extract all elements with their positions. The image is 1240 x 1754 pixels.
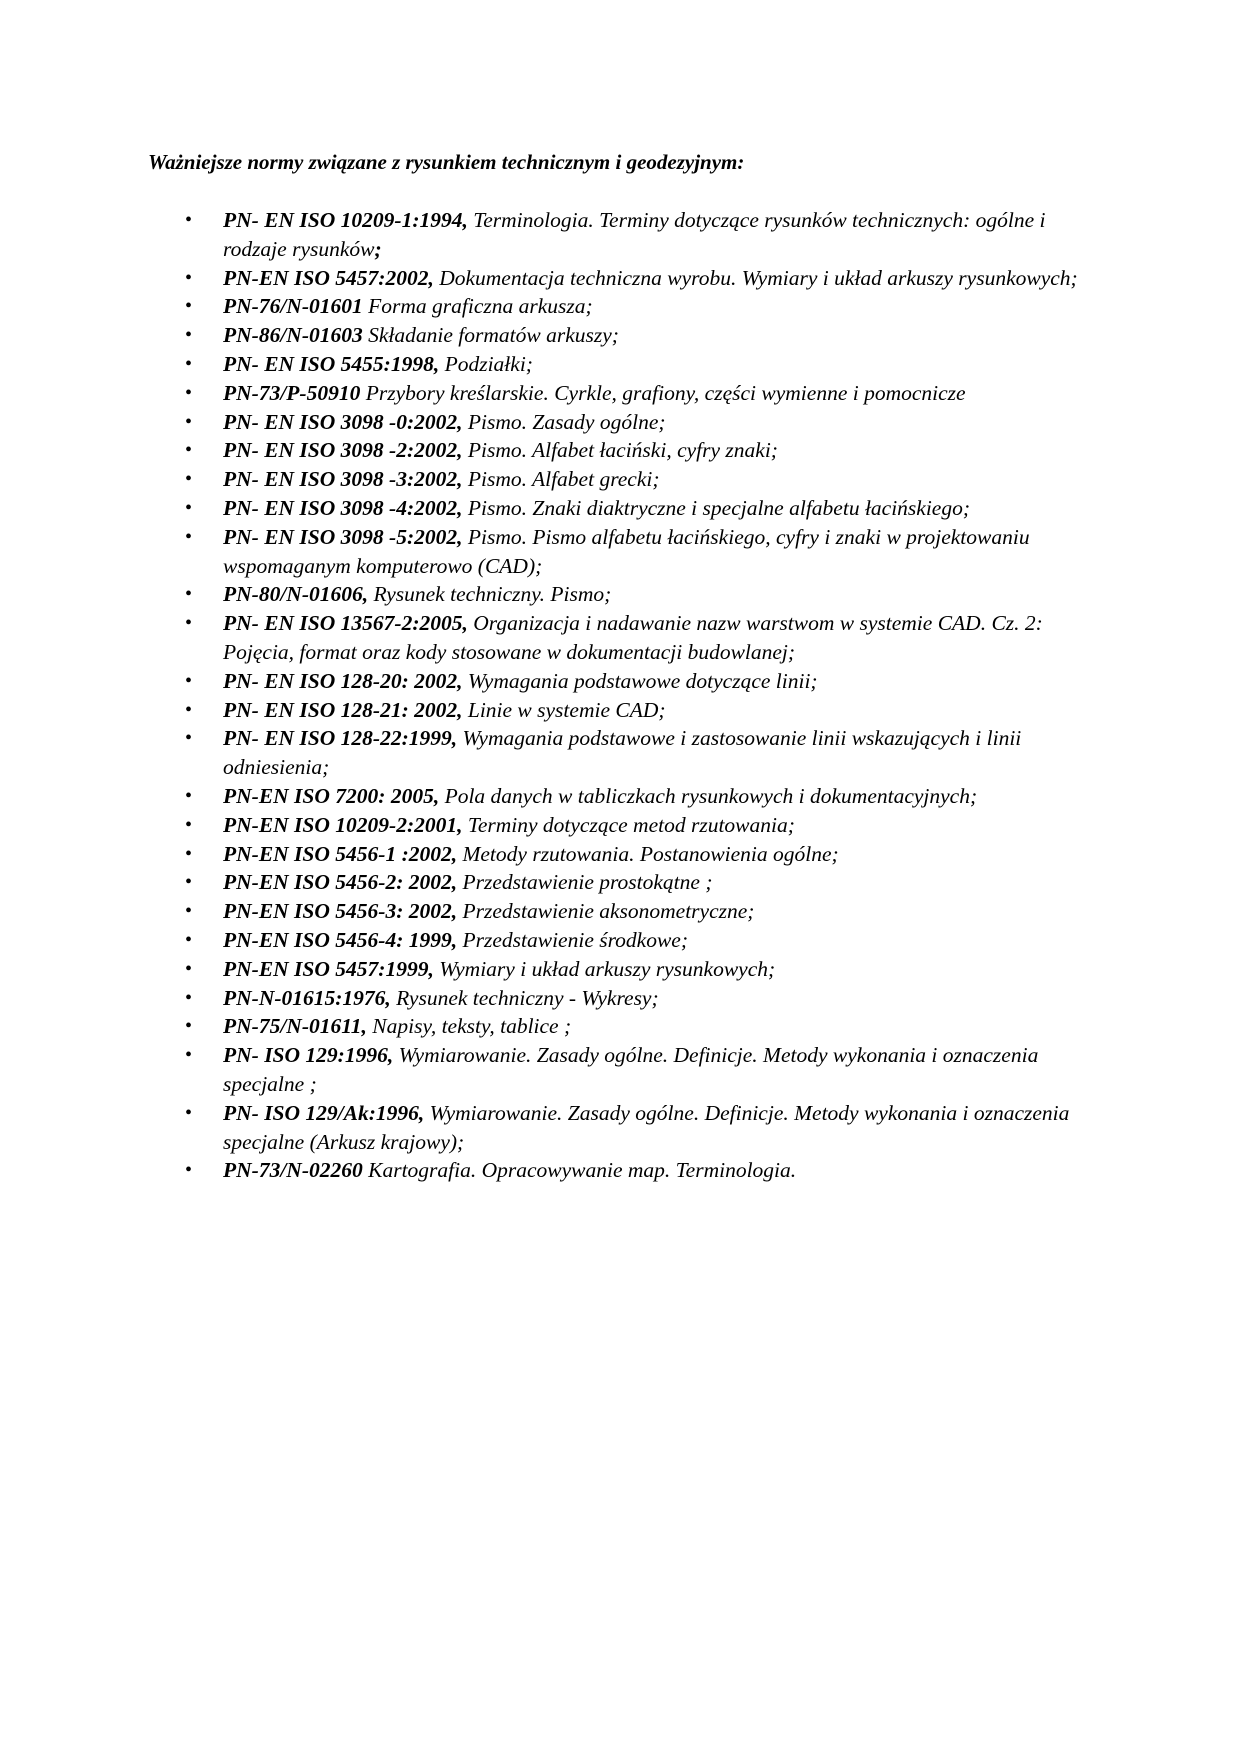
bullet-icon: •	[185, 957, 193, 980]
bullet-icon: •	[185, 871, 193, 894]
standard-description: Pismo. Znaki diaktryczne i specjalne alfabetu łacińskiego;	[462, 495, 971, 520]
list-item	[185, 868, 1103, 897]
list-item	[185, 955, 1103, 984]
bullet-icon: •	[185, 612, 193, 635]
standard-description: Terminy dotyczące metod rzutowania;	[462, 812, 795, 837]
list-item	[185, 494, 1103, 523]
bullet-icon: •	[185, 525, 193, 548]
standard-description: Przedstawienie aksonometryczne;	[457, 899, 755, 924]
page-heading: Ważniejsze normy związane z rysunkiem technicznym i geodezyjnym:	[148, 150, 745, 174]
standard-code: PN- EN ISO 3098 -2:2002,	[223, 438, 463, 463]
standard-code: PN- EN ISO 128-22:1999,	[223, 726, 458, 751]
standard-description: Rysunek techniczny. Pismo;	[368, 582, 612, 607]
standard-description: Napisy, teksty, tablice ;	[366, 1014, 572, 1039]
list-item	[185, 436, 1103, 465]
standard-code: PN- EN ISO 3098 -5:2002,	[223, 524, 463, 549]
standard-code: PN-73/P-50910	[223, 380, 361, 405]
standard-code: PN- EN ISO 5455:1998,	[223, 351, 440, 376]
list-item	[185, 840, 1103, 869]
bullet-icon: •	[185, 324, 193, 347]
list-item	[185, 580, 1103, 609]
standard-description: Składanie formatów arkuszy;	[362, 323, 619, 348]
standard-description: Przedstawienie środkowe;	[457, 927, 689, 952]
standard-description: Pola danych w tabliczkach rysunkowych i dokumentacyjnych;	[439, 783, 978, 808]
standard-description: Metody rzutowania. Postanowienia ogólne;	[457, 841, 839, 866]
list-item	[185, 1156, 1103, 1185]
bullet-icon: •	[185, 727, 193, 750]
standard-description: Wymiarowanie. Zasady ogólne. Definicje. Metody wykonania i oznaczenia specjalne (Arkusz krajowy);	[223, 1100, 1070, 1154]
standard-description: Pismo. Zasady ogólne;	[462, 409, 666, 434]
bullet-icon: •	[185, 209, 193, 231]
list-item	[185, 782, 1103, 811]
list-item	[185, 465, 1103, 494]
standard-description: Rysunek techniczny - Wykresy;	[390, 985, 659, 1010]
bullet-icon: •	[185, 468, 193, 491]
list-item	[185, 321, 1103, 350]
list-item	[185, 408, 1103, 437]
list-item	[185, 1012, 1103, 1041]
bullet-icon: •	[185, 1015, 193, 1038]
bullet-icon: •	[185, 352, 193, 375]
bullet-icon: •	[185, 410, 193, 433]
list-item	[185, 667, 1103, 696]
standard-code: PN-EN ISO 7200: 2005,	[223, 783, 440, 808]
standard-code: PN-EN ISO 5456-1 :2002,	[223, 841, 458, 866]
standard-description: Organizacja i nadawanie nazw warstwom w systemie CAD. Cz. 2: Pojęcia, format oraz kody stosowane w dokumentacji budowlanej;	[223, 611, 1043, 664]
standard-description: Forma graficzna arkusza;	[362, 294, 593, 319]
standard-description: Pismo. Pismo alfabetu łacińskiego, cyfry i znaki w projektowaniu wspomaganym komputerowo (CAD);	[223, 524, 1030, 578]
bullet-icon: •	[185, 986, 193, 1009]
standard-code: PN- EN ISO 13567-2:2005,	[223, 611, 468, 636]
bullet-icon: •	[185, 1044, 193, 1067]
bullet-icon: •	[185, 1159, 193, 1182]
list-item	[185, 724, 1103, 782]
standard-description: Przybory kreślarskie. Cyrkle, grafiony, części wymienne i pomocnicze	[360, 380, 966, 405]
standard-code: PN-76/N-01601	[223, 294, 363, 319]
bullet-icon: •	[185, 669, 193, 692]
standard-code: PN-73/N-02260	[223, 1158, 363, 1183]
standard-code: PN-EN ISO 5456-3: 2002,	[223, 899, 458, 924]
standard-description: Pismo. Alfabet grecki;	[462, 467, 660, 492]
standard-description: Przedstawienie prostokątne ;	[457, 870, 713, 895]
bullet-icon: •	[185, 698, 193, 721]
standard-description: Kartografia. Opracowywanie map. Terminologia.	[362, 1158, 797, 1183]
bullet-icon: •	[185, 439, 193, 462]
bullet-icon: •	[185, 842, 193, 865]
bullet-icon: •	[185, 784, 193, 807]
list-item	[185, 379, 1103, 408]
bullet-icon: •	[185, 813, 193, 836]
standard-description: Linie w systemie CAD;	[462, 697, 666, 722]
bullet-icon: •	[185, 381, 193, 404]
standards-list	[185, 206, 1103, 1185]
standard-code: PN-EN ISO 5456-2: 2002,	[223, 870, 458, 895]
standard-code: PN-80/N-01606,	[223, 582, 369, 607]
bullet-icon: •	[185, 1101, 193, 1124]
standard-code: PN- EN ISO 3098 -3:2002,	[223, 467, 463, 492]
standard-description: Wymagania podstawowe dotyczące linii;	[462, 668, 818, 693]
standard-code: PN-75/N-01611,	[223, 1014, 367, 1039]
standard-code: PN- EN ISO 3098 -0:2002,	[223, 409, 463, 434]
bullet-icon: •	[185, 583, 193, 606]
standard-code: PN-EN ISO 5457:2002,	[223, 265, 434, 290]
list-item	[185, 696, 1103, 725]
standard-code: PN-EN ISO 5457:1999,	[223, 956, 434, 981]
standard-code: PN-N-01615:1976,	[223, 985, 391, 1010]
list-item	[185, 292, 1103, 321]
list-item	[185, 264, 1103, 293]
list-item	[185, 206, 1103, 264]
standard-description-tail: ;	[374, 236, 382, 261]
list-item	[185, 350, 1103, 379]
standard-code: PN- EN ISO 10209-1:1994,	[223, 208, 468, 232]
standard-code: PN-86/N-01603	[223, 323, 363, 348]
bullet-icon: •	[185, 295, 193, 318]
bullet-icon: •	[185, 496, 193, 519]
list-item	[185, 811, 1103, 840]
standard-description: Terminologia. Terminy dotyczące rysunków technicznych: ogólne i rodzaje rysunków	[223, 208, 1046, 261]
standard-code: PN-EN ISO 10209-2:2001,	[223, 812, 463, 837]
standard-code: PN- EN ISO 128-20: 2002,	[223, 668, 463, 693]
list-item	[185, 897, 1103, 926]
standard-description: Wymagania podstawowe i zastosowanie linii wskazujących i linii odniesienia;	[223, 726, 1022, 780]
standard-description: Podziałki;	[439, 351, 533, 376]
bullet-icon: •	[185, 900, 193, 923]
list-item	[185, 1041, 1103, 1099]
standard-code: PN- ISO 129:1996,	[223, 1043, 394, 1068]
standard-description: Wymiarowanie. Zasady ogólne. Definicje. Metody wykonania i oznaczenia specjalne ;	[223, 1043, 1039, 1096]
standard-code: PN- ISO 129/Ak:1996,	[223, 1100, 425, 1125]
list-item	[185, 984, 1103, 1013]
list-item	[185, 523, 1103, 581]
standard-code: PN- EN ISO 3098 -4:2002,	[223, 495, 463, 520]
standard-code: PN-EN ISO 5456-4: 1999,	[223, 927, 458, 952]
bullet-icon: •	[185, 266, 193, 289]
standard-description: Wymiary i układ arkuszy rysunkowych;	[433, 956, 776, 981]
list-item	[185, 1099, 1103, 1157]
standard-description: Dokumentacja techniczna wyrobu. Wymiary i układ arkuszy rysunkowych;	[433, 265, 1078, 290]
list-item	[185, 609, 1103, 667]
list-item	[185, 926, 1103, 955]
bullet-icon: •	[185, 928, 193, 951]
standard-code: PN- EN ISO 128-21: 2002,	[223, 697, 463, 722]
standard-description: Pismo. Alfabet łaciński, cyfry znaki;	[462, 438, 778, 463]
